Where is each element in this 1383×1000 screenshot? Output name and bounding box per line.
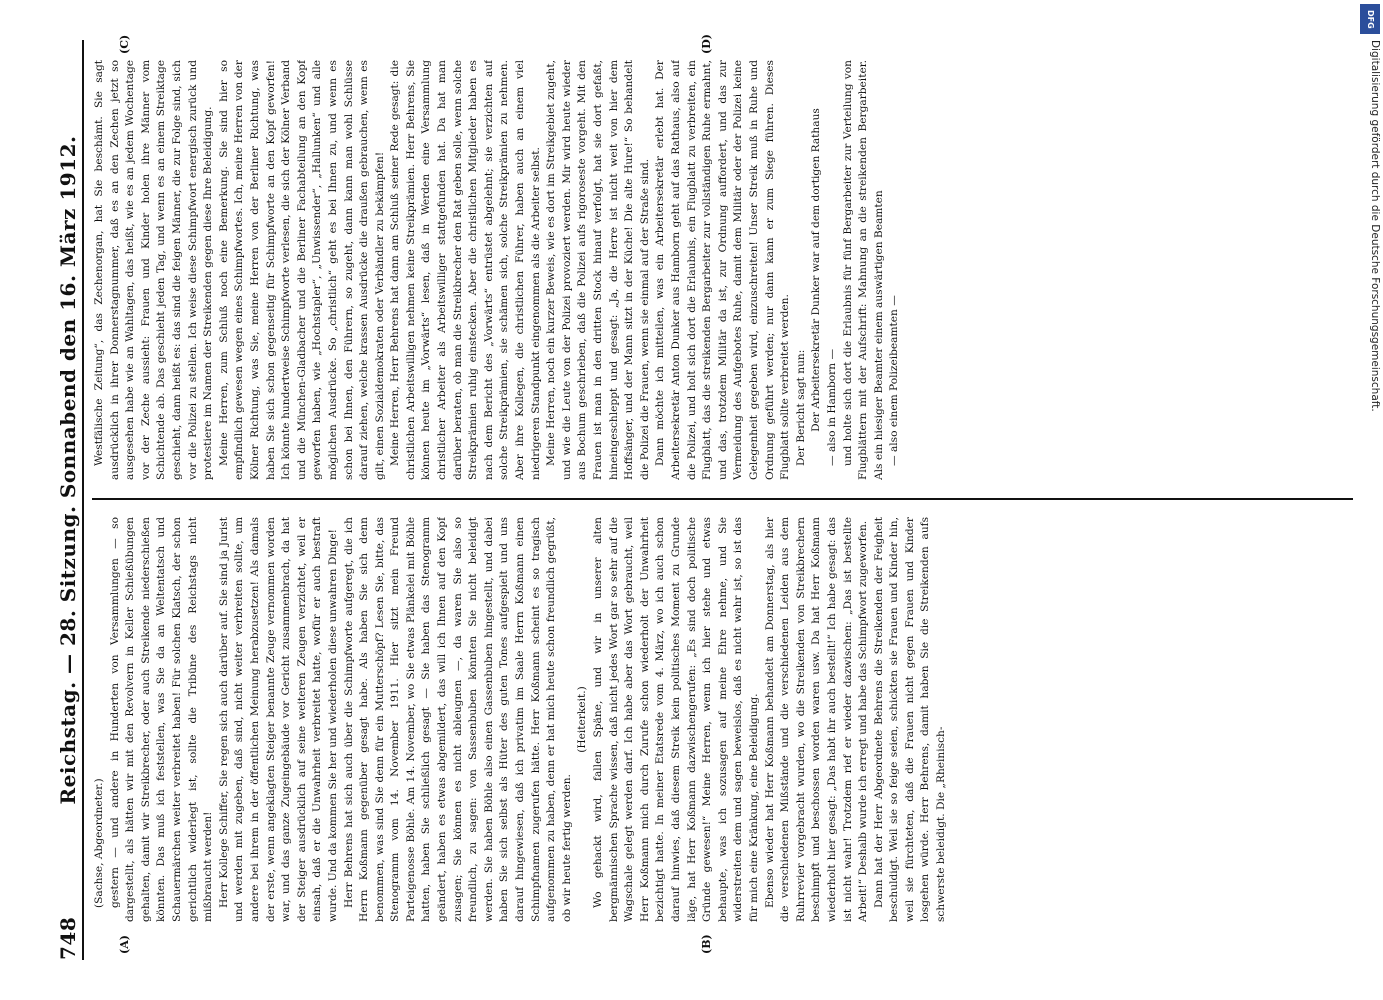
paragraph: Meine Herren, Herr Behrens hat dann am Schluß seiner Rede gesagt: die christlichen Arbeitswilligen nehmen keine Streikprämien. Herr Behrens, Sie können heute im „Vorwärts“ lesen, daß in Werden eine Versammlung christlicher Arbeiter als Arbeitswilliger stattgefunden hat. Da hat man darüber beraten, ob man die Streikbrecher den Rat geben solle, wenn solche Streikprämien ruhig einstecken. Aber die christlichen Mitglieder haben es nach dem Bericht des „Vorwärts“ entrüstet abgelehnt; sie verzichten auf solche Streikprämien, sie schämen sich, solche Streikprämien zu nehmen. Aber ihre Kollegen, die christlichen Führer, haben auch an einem viel niedrigeren Standpunkt eingenommen als die Arbeiter selbst. [389, 60, 542, 480]
interjection: (Heiterkeit.) [576, 686, 589, 753]
paragraph: — also in Hamborn — [825, 348, 838, 466]
page-header [40, 40, 80, 960]
right-column [92, 60, 1353, 480]
left-column [92, 517, 1353, 922]
digitization-credit [1359, 0, 1383, 1000]
page-title: Reichstag. — 28. Sitzung. Sonnabend den 16. März 1912. [56, 135, 80, 805]
paragraph: — also einem Polizeibeamten — [888, 295, 901, 466]
margin-mark-d: (D) [700, 34, 713, 54]
dfg-logo-icon: DFG [1360, 4, 1380, 34]
margin-mark-a: (A) [118, 935, 131, 954]
page-number: 748 [56, 916, 80, 960]
paragraph: Herr Kollege Schiffer, Sie regen sich auch darüber auf. Sie sind ja Jurist und werden mit zugeben, daß sind, nicht weiter verbreiten sollte, um andere bei ihrem in der öffentlichen Meinung herabzusetzen! Als damals der erste, wenn angeklagten Steiger benannte Zeuge vernommen worden war, und das ganze Zugeingebäude vor Gericht zusammenbrach, da hat der Steiger ausdrücklich auf seine weiteren Zeugen verzichtet, weil er einsah, daß er die Unwahrheit verbreitet hatte, wofür er auch bestraft wurde. Und da kommen Sie her und wiederholen diese unwahren Dinge! [217, 517, 339, 922]
header-rule [82, 40, 84, 960]
quote-line: Der Arbeitersekretär Dunker war auf dem dortigen Rathaus [810, 108, 823, 432]
paragraph: gestern — und andere in Hunderten von Versammlungen — so dargestellt, als hätten wir mit den Revolvern in Keller Schießübungen gehalten, damit wir Streikbrecher, oder auch Streikende niederschießen könnten. Das muß ich feststellen, was Sie da an Weltentatsch und Schauermärchen weiter verbreitet haben! Für solchen Klatsch, der schon gerichtlich widerlegt ist, sollte die Tribüne des Reichstags nicht mißbraucht werden! [108, 517, 215, 922]
paragraph: Westfälische Zeitung“, das Zechenorgan, hat Sie beschämt. Sie sagt ausdrücklich in ihrer Donnerstagnummer, daß es an den Zechen jetzt so ausgesehen habe wie an Wahltagen, das heißt, wie es an jedem Wochentage vor der Zeche aussieht: Frauen und Kinder holen ihre Männer vom Schichtende ab. Das geschieht jeden Tag, und wenn es an einem Streiktage geschieht, dann heißt es: das sind die feigen Männer, die zur Folge sind, sich vor die Polizei zu stellen. Ich weise diese Schimpfwort energisch zurück und protestiere im Namen der Streikenden gegen diese Ihre Beleidigung. [93, 60, 215, 480]
paragraph: Meine Herren, zum Schluß noch eine Bemerkung. Sie sind hier so empfindlich gewesen wegen eines Schimpfwortes. Ich, meine Herren von der Kölner Richtung, was Sie, meine Herren von der Berliner Richtung, was haben Sie sich schon gegenseitig für Schimpfworte an den Kopf geworfen! Ich könnte hundertweise Schimpfworte verlesen, die sich der Kölner Verband und die München-Gladbacher und die Berliner Fachabteilung an den Kopf geworfen haben, wie „Hochstapler“, „Unwissender“, „Hallunken“ und alle möglichen Ausdrücke. So „christlich“ geht es bei Ihnen zu, und wenn es schon bei Ihnen, den Führern, so zugeht, dann kann man wohl Schlüsse darauf ziehen, welche krassen Ausdrücke die draußen gebrauchen, wenn es gilt, einen Sozialdemokraten oder Verbändler zu bekämpfen! [217, 60, 386, 480]
paragraph: Herr Behrens hat sich auch über die Schimpfworte aufgeregt, die ich Herrn Koßmann gegenüber gesagt habe. Als haben Sie sich denn benommen, was sind Sie denn für ein Mutterschöpf? Lesen Sie, bitte, das Stenogramm vom 14. November 1911. Hier sitzt mein Freund Parteigenosse Böhle. Am 14. November, wo Sie etwas Plänkelei mit Böhle hatten, haben Sie schließlich gesagt — Sie haben das Stenogramm geändert, haben es etwas abgemildert, das will ich Ihnen auf den Kopf zusagen; Sie können es nicht ableugnen —, da waren Sie also so freundlich, zu sagen: von Sassenbuben könnten Sie nicht beleidigt werden. Sie haben Böhle also einen Gassenbuben hingestellt, und dabei haben Sie sich selbst als Hüter des guten Tones aufgespielt und uns darauf hingewiesen, daß ich privatim im Saale Herrn Koßmann einen Schimpfnamen zugerufen hätte. Herr Koßmann scheint es so tragisch aufgenommen zu haben, denn er hat mich heute schon freundlich gegrüßt, ob wir heute fertig werden. [342, 517, 573, 922]
paragraph: Der Bericht sagt nun: [794, 349, 807, 466]
paragraph: und holte sich dort die Erlaubnis für fünf Bergarbeiter zur Verteilung von Flugblättern mit der Aufschrift: Mahnung an die streikenden Bergarbeiter. Als ein hiesiger Beamter einem auswärtigen Beamten [841, 60, 885, 480]
paragraph: Dann möchte ich mitteilen, was ein Arbeitersekretär erlebt hat. Der Arbeitersekretär Anton Dunker aus Hamborn geht auf das Rathaus, also auf die Polizei, und holt sich dort die Erlaubnis, ein Flugblatt zu verbreiten, ein Flugblatt, das die streikenden Bergarbeiter zur vollständigen Ruhe ermahnt, und das, trotzdem Militär da ist, zur Ordnung auffordert, und das zur Vermeidung des Aufgebotes Ruhe, damit dem Militär oder der Polizei keine Gelegenheit gegeben wird, einzuschreiten! Unser Streik muß in Ruhe und Ordnung geführt werden; nur dann kann er zum Siege führen. Dieses Flugblatt sollte verbreitet werden. [654, 60, 792, 480]
paragraph: Dann hat der Herr Abgeordnete Behrens die Streikenden der Feigheit beschuldigt. Weil sie so feige seien, schickten sie Frauen und Kinder hin, weil sie fürchteten, daß die Frauen nicht gegen Frauen und Kinder losgehen würde. Herr Behrens, damit haben Sie die Streikenden aufs schwerste beleidigt. Die „Rheinisch- [872, 517, 948, 922]
credit-text: Digitalisierung gefördert durch die Deutsche Forschungsgemeinschaft. [1369, 40, 1381, 412]
paragraph: (Sachse, Abgeordneter.) [93, 778, 105, 908]
margin-mark-c: (C) [118, 34, 131, 54]
paragraph: Ebenso wieder hat Herr Koßmann behandelt am Donnerstag, als hier die verschiedenen Mißstände und die verschiedenen Leiden aus dem Ruhrrevier vorgebracht wurden, wo die Streikenden von Streikbrechern beschimpft und beschossen worden waren usw. Da hat Herr Koßmann wiederholt hier gesagt: „Das habt ihr auch bestellt!“ Ich habe gesagt: das ist nicht wahr! Trotzdem rief er wieder dazwischen: „Das ist bestellte Arbeit!“ Deshalb wurde ich erregt und habe das Schimpfwort zugeworfen. [763, 517, 870, 922]
margin-mark-b: (B) [700, 934, 713, 954]
paragraph: Meine Herren, noch ein kurzer Beweis, wie es dort im Streikgebiet zugeht, und wie die Leute von der Polizei provoziert werden. Mir wird heute wieder aus Bochum geschrieben, daß die Polizei aufs rigoroseste vorgeht. Mit den Frauen ist man in den dritten Stock hinauf verfolgt, hat sie dort gefaßt, hineingeschleppt und gesagt: „Ja, die Herre ist nicht weit von hier dem Hoffsänger, und der Mann sitzt in der Küche! Die alte Hure!“ So behandelt die Polizei die Frauen, wenn sie einmal auf der Straße sind. [545, 60, 651, 480]
paragraph: Wo gehackt wird, fallen Späne, und wir in unserer alten bergmännischen Sprache wissen, daß nicht jedes Wort gar so sehr auf die Wagschale gelegt werden darf. Ich habe aber das Wort gebraucht, weil Herr Koßmann mich durch Zurufe schon wiederholt der Unwahrheit bezichtigt hatte. In meiner Etatsrede vom 4. März, wo ich auch schon darauf hinwies, daß diesem Streik kein politisches Moment zu Grunde läge, hat Herr Koßmann dazwischengerufen: „Es sind doch politische Gründe gewesen!“ Meine Herren, wenn ich hier stehe und etwas behaupte, was ich sozusagen auf meine Ehre nehme, und Sie widerstreiten dem und sagen beweislos, daß es nicht wahr ist, so ist das für mich eine Kränkung, eine Beleidigung. [592, 517, 760, 922]
column-divider [92, 498, 1353, 500]
